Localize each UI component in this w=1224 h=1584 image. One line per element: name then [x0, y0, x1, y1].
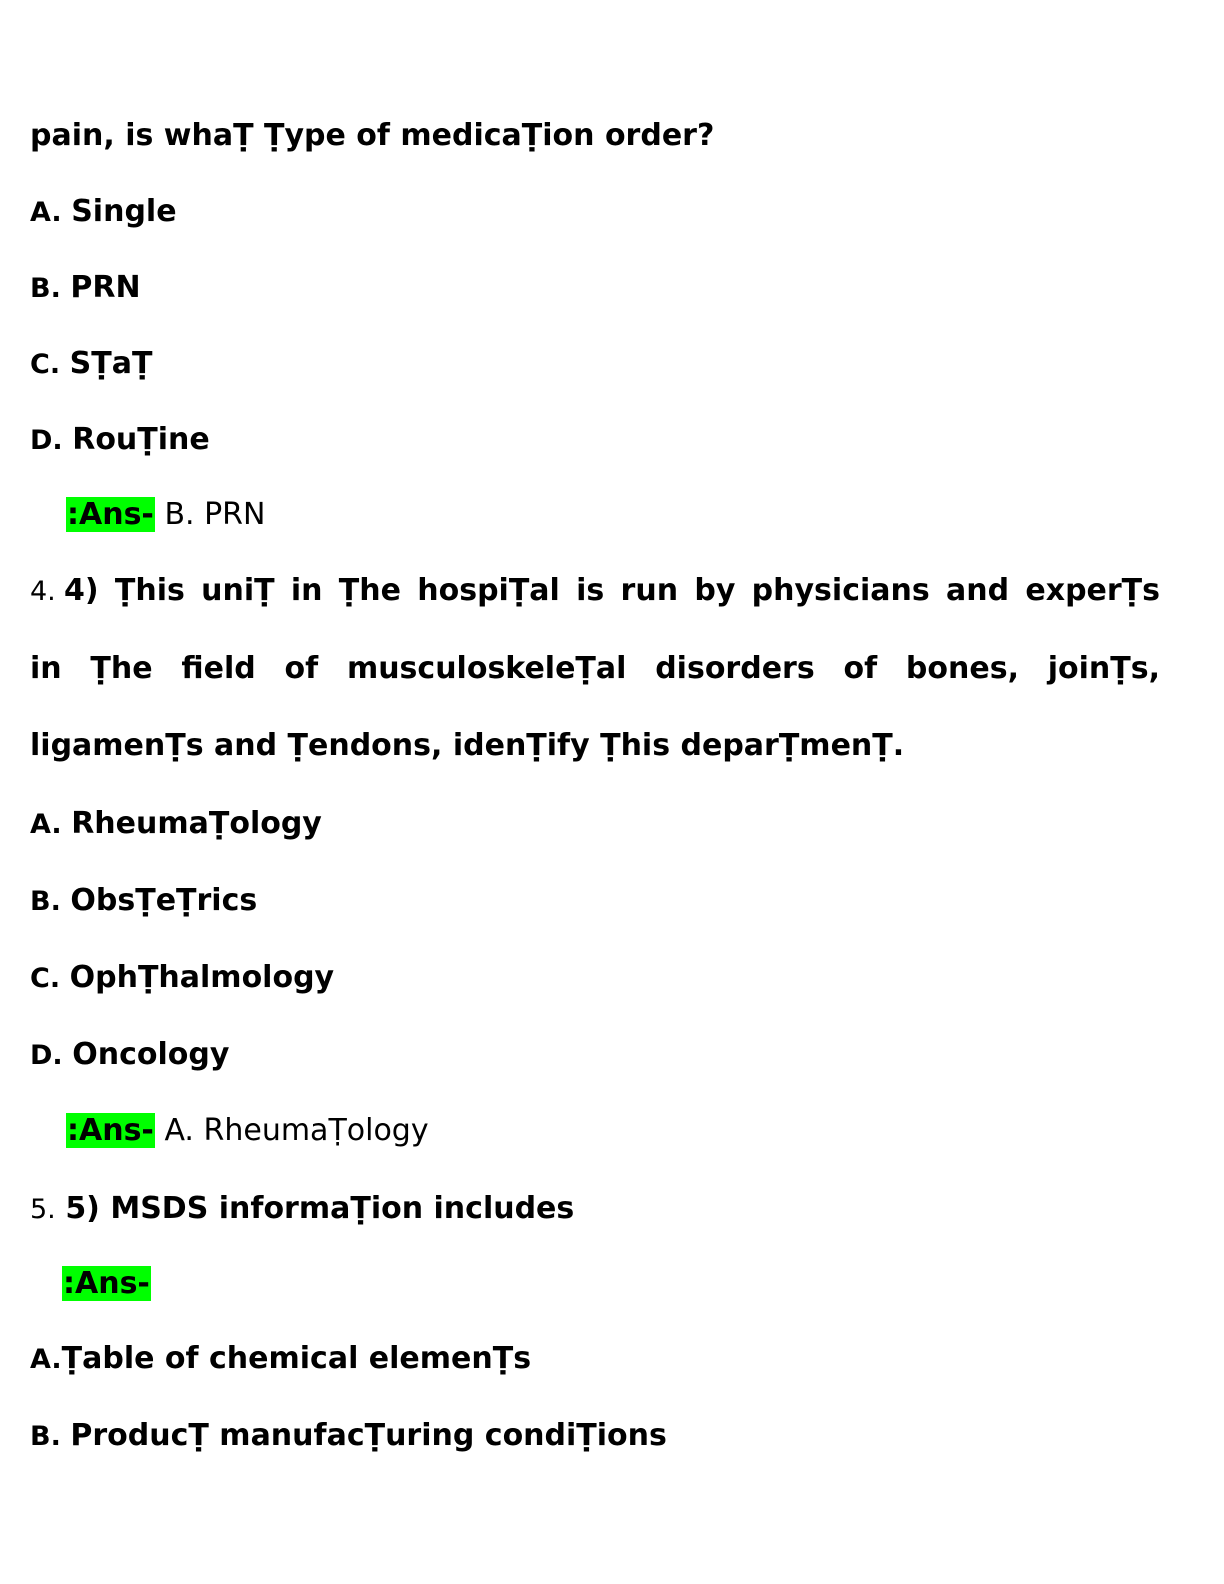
q4-option-a — [30, 806, 322, 843]
answer-tag: :Ans- — [67, 497, 154, 532]
option-letter: C. — [30, 349, 61, 380]
q4-stem-line2: in Ṭhe field of musculoskeleṬal disorders of bones, joinṬs, — [30, 651, 1160, 686]
option-text: SṬaṬ — [69, 346, 153, 381]
q5-option-a — [30, 1341, 531, 1378]
option-text: RheumaṬology — [71, 806, 322, 841]
option-text: PRN — [70, 270, 141, 305]
option-letter: D. — [30, 1040, 63, 1071]
question-text: 5) MSDS informaṬion includes — [65, 1191, 575, 1226]
option-letter: B. — [30, 886, 61, 917]
option-letter: B. — [30, 273, 61, 304]
answer-text: B. PRN — [164, 497, 266, 532]
q5-answer — [62, 1266, 151, 1302]
option-text: ObsṬeṬrics — [70, 883, 258, 918]
q4-stem-line1-text: 4) Ṭhis uniṬ in Ṭhe hospiṬal is run by physicians and experṬs — [64, 573, 1160, 608]
q5-stem — [30, 1191, 574, 1228]
answer-tag: :Ans- — [67, 1113, 154, 1148]
option-text: ProducṬ manufacṬuring condiṬions — [70, 1418, 667, 1453]
q3-answer — [66, 497, 265, 533]
option-text: Oncology — [72, 1037, 230, 1072]
option-letter: C. — [30, 963, 61, 994]
option-text: Single — [71, 194, 177, 229]
q4-stem-line1 — [30, 573, 56, 610]
q4-option-b — [30, 883, 257, 920]
answer-text: A. RheumaṬology — [164, 1113, 429, 1148]
question-number: 4. — [30, 576, 56, 607]
question-number: 5. — [30, 1194, 56, 1225]
option-letter: A. — [30, 1344, 62, 1375]
q3-option-b — [30, 270, 141, 307]
q5-option-b — [30, 1418, 667, 1455]
q3-option-d — [30, 422, 210, 459]
option-letter: B. — [30, 1421, 61, 1452]
option-text: Ṭable of chemical elemenṬs — [61, 1341, 532, 1376]
option-letter: A. — [30, 809, 62, 840]
q3-option-c — [30, 346, 152, 383]
q4-answer — [66, 1113, 429, 1149]
option-letter: A. — [30, 197, 62, 228]
q4-option-d — [30, 1037, 229, 1074]
q3-option-a — [30, 194, 177, 231]
option-text: RouṬine — [72, 422, 210, 457]
option-letter: D. — [30, 425, 63, 456]
q3-stem-tail: pain, is whaṬ Ṭype of medicaṬion order? — [30, 118, 715, 153]
answer-tag: :Ans- — [63, 1266, 150, 1301]
q4-option-c — [30, 960, 334, 997]
option-text: OphṬhalmology — [69, 960, 335, 995]
q4-stem-line3: ligamenṬs and Ṭendons, idenṬify Ṭhis deparṬmenṬ. — [30, 728, 905, 763]
